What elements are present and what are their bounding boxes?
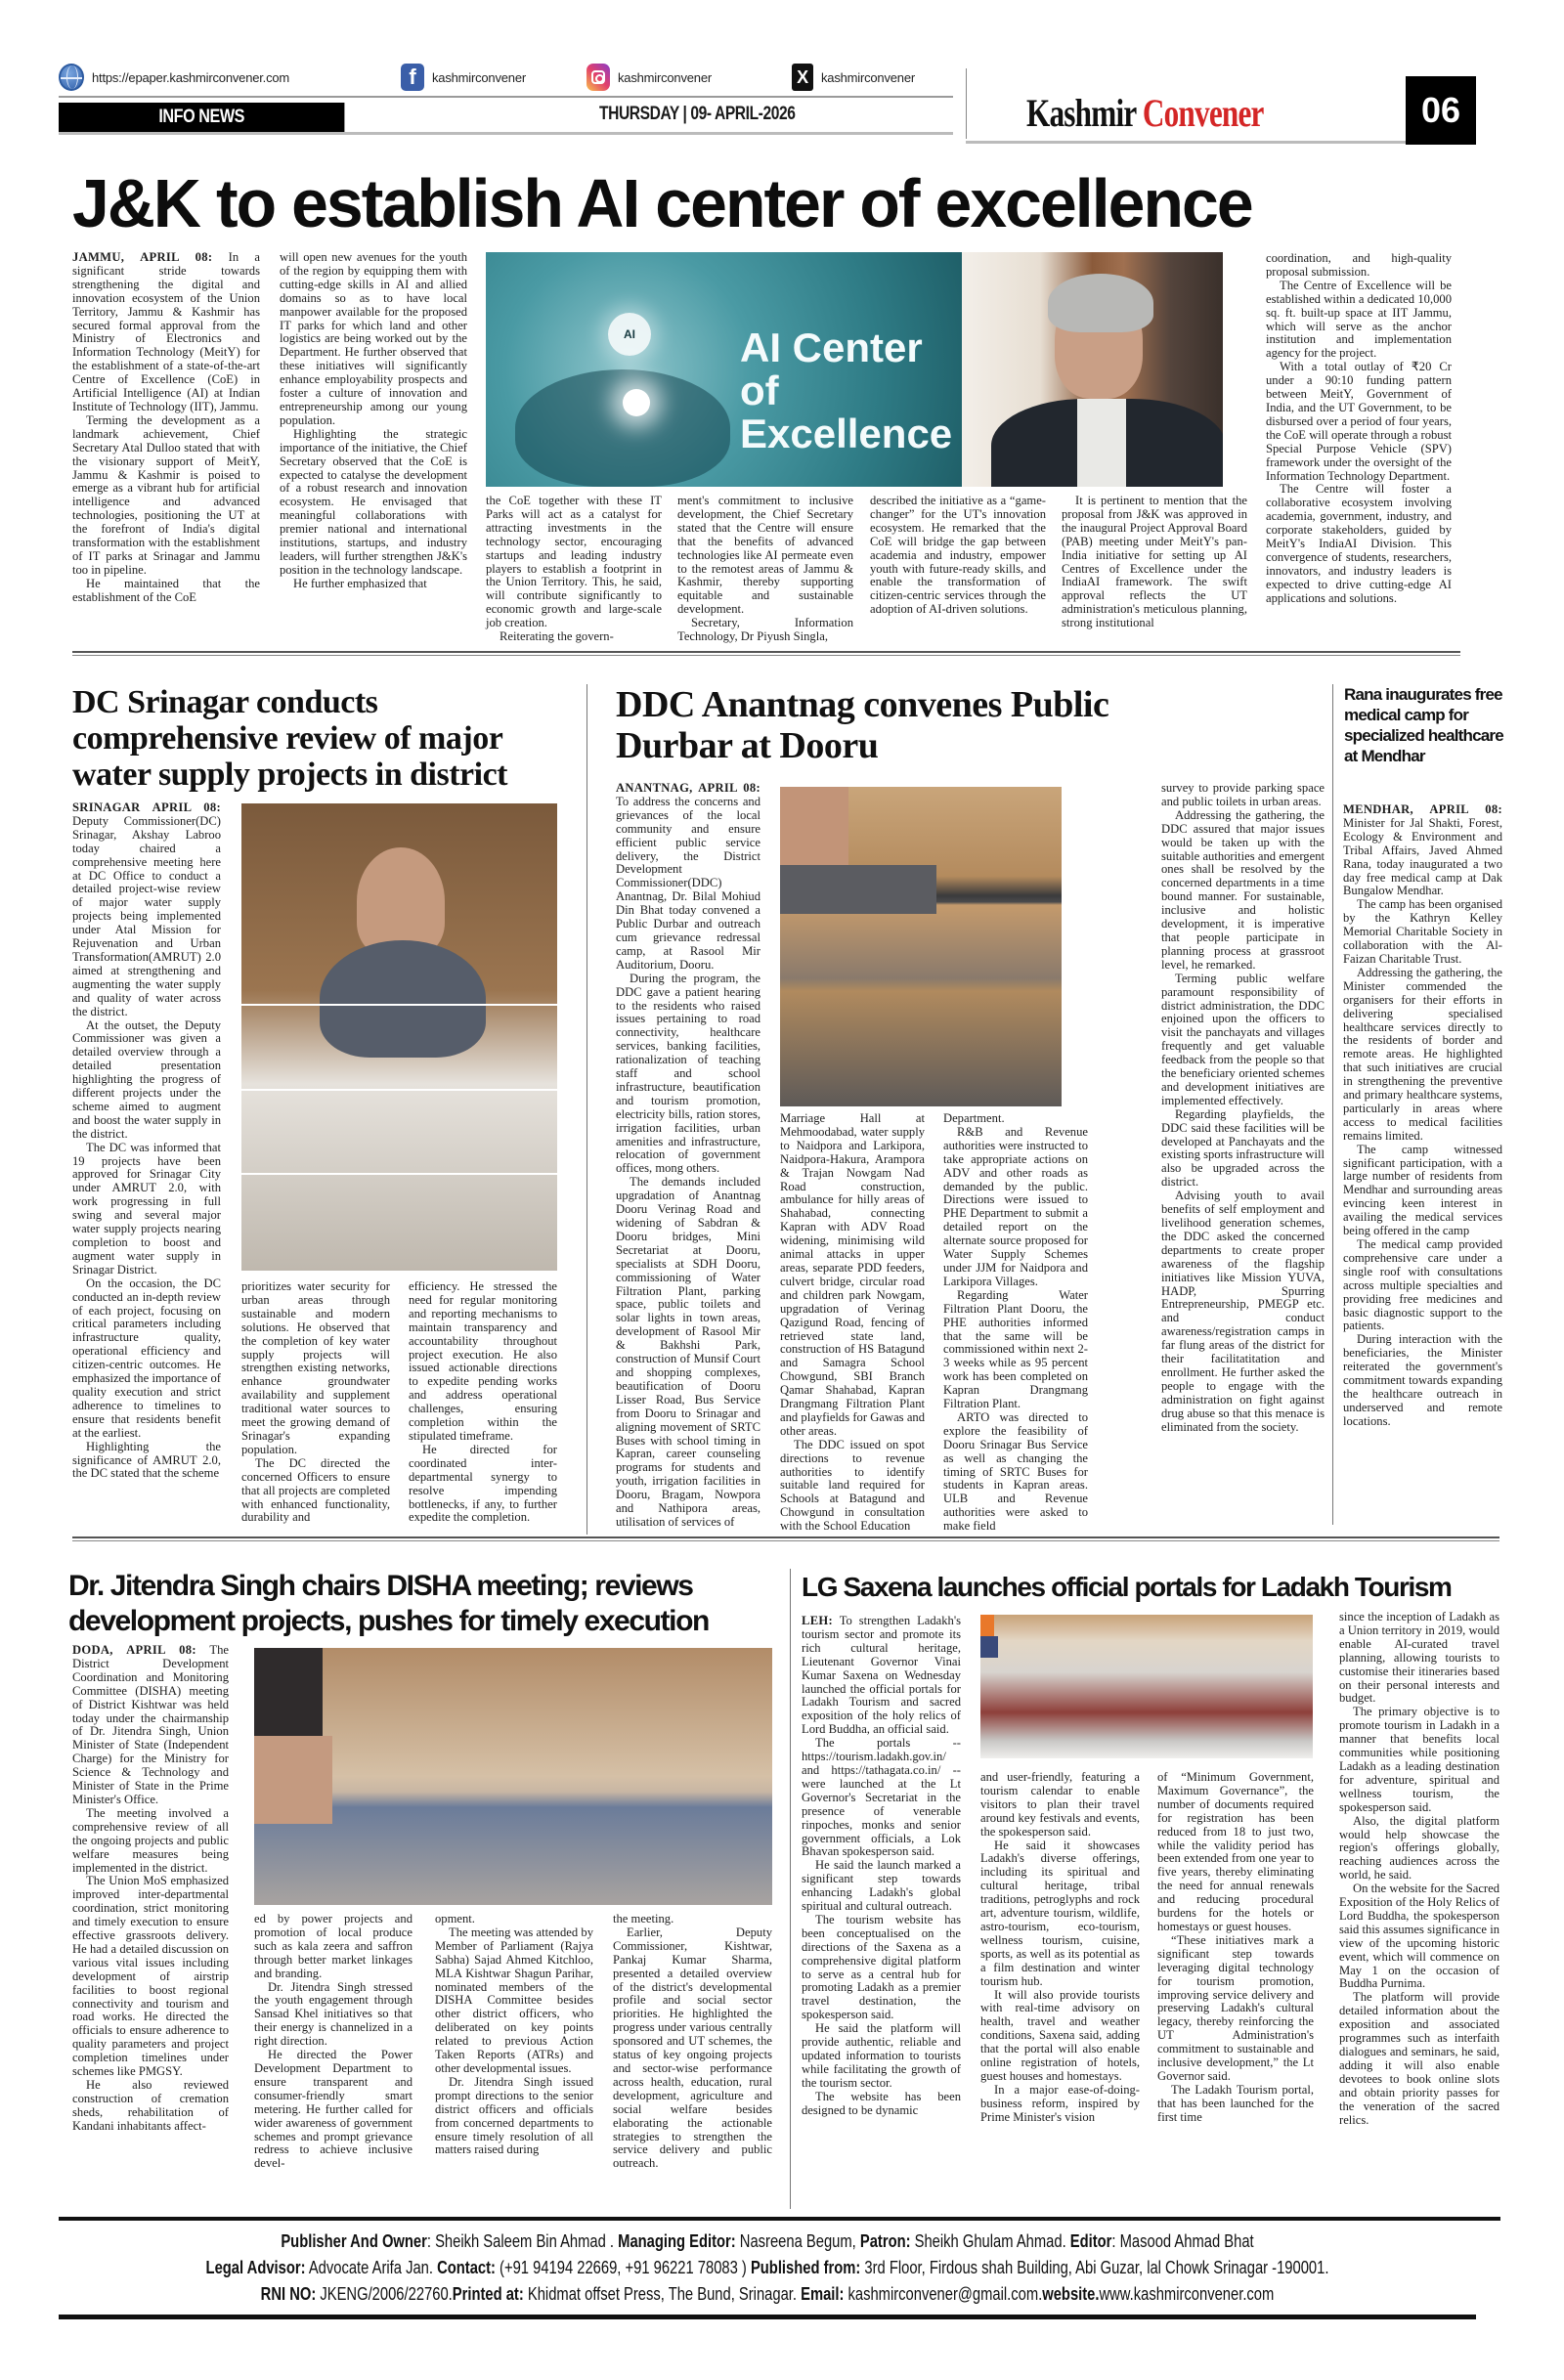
paragraph: R&B and Revenue authorities were instructed to take appropriate actions on ADV and other roads as demanded by the public. Directions were issued to PHE Department to submit a detailed report on the alternate source proposed for Water Supply Schemes under JJM for Naidpora and Larkipora Villages. [943,1124,1088,1288]
disha-column-1 [72,1644,229,2134]
mendhar-headline: Rana inaugurates free medical camp for specialized healthcare at Mendhar [1344,685,1503,765]
section-divider [72,1536,1499,1541]
imprint-value: Sheikh Ghulam Ahmad. [910,2231,1070,2251]
lead-dateline: JAMMU, APRIL 08: [72,250,213,264]
facebook-link[interactable] [401,64,586,91]
paragraph: He further emphasized that [293,576,427,590]
email-link[interactable]: kashmirconvener@gmail.com. [844,2284,1043,2304]
photo-person [780,865,936,914]
paragraph: ment's commitment to inclusive development, the Chief Secretary stated that the Centre will ensure that the benefits of advanced technologies like AI permeate even to the remotest areas of Jammu & Kashmir, thereby supporting equitable and sustainable development. [677,494,853,617]
imprint-label: Printed at: [452,2284,524,2304]
portrait-hair [1048,274,1153,332]
imprint-label: Legal Advisor: [205,2258,306,2277]
website-url: https://epaper.kashmirconvener.com [92,69,290,85]
x-icon: X [792,64,813,91]
mendhar-dateline: MENDHAR, APRIL 08: [1343,802,1502,816]
paragraph: Highlighting the strategic importance of the initiative, the Chief Secretary observed that the CoE is expected to catalyse the development of a robust research and innovation ecosystem. He envisaged that meaningful collaborations with premier national and international institutions, startups, and industry leaders, will further strengthen J&K's position in the technology landscape. [280,426,467,577]
social-links-row [59,59,953,98]
paragraph: Reiterating the govern- [500,629,614,644]
disha-column-3 [435,1913,593,2157]
paragraph: Regarding playfields, the DDC said these facilities will be developed at Panchayats and the existing sports infrastructure will also be upgraded across the district. [1161,1106,1325,1190]
ladakh-column-3 [1157,1771,1314,2125]
lead-column-7 [1266,252,1452,606]
paragraph: In a major ease-of-doing-business reform, inspired by Prime Minister's vision [980,2082,1140,2124]
paragraph: described the initiative as a “game-changer” for the UT's innovation ecosystem. He remarked that the CoE will bridge the gap between academia and industry, empower youth with future-ready skills, and enable the transformation of citizen-centric services through the adoption of AI-driven solutions. [870,494,1046,617]
website-link[interactable] [59,64,401,91]
website-link-footer[interactable]: www.kashmirconvener.com [1099,2284,1275,2304]
imprint-label: Patron: [859,2231,911,2251]
paragraph: ARTO was directed to explore the feasibility of Dooru Srinagar Bus Service as well as changing the timing of SRTC Buses for students in Kapran areas. ULB and Revenue authorities were asked to make field [943,1409,1088,1534]
anantnag-column-3 [943,1112,1088,1534]
paragraph: During the program, the DDC gave a patient hearing to the residents who raised issues pertaining to road connectivity, healthcare services, banking facilities, rationalization of teaching staff and school infrastructure, beautification and tourism promotion, electricity bills, ration stores, irrigation facilities, urban amenities and infrastructure, relocation of government offices, mong others. [616,971,760,1176]
photo-divider [241,1089,557,1091]
paragraph: Terming public welfare paramount responsibility of district administration, the DDC enjoined upon the officers to visit the panchayats and villages frequently and get valuable feedback from the people so that the beneficiary oriented schemes and development initiatives are implemented effectively. [1161,971,1325,1107]
section-date-row [59,102,953,135]
imprint-value: Khidmat offset Press, The Bund, Srinagar. [523,2284,802,2304]
photo-person [254,1648,323,1736]
ai-chip-icon: AI [608,313,651,356]
emblem-graphic [980,1636,998,1658]
paragraph: The medical camp provided comprehensive care under a single roof with consultations across multiple specialties and providing free medicines and basic diagnostic support to the patients. [1343,1237,1502,1333]
paragraph: The platform will provide detailed information about the exposition and associated programmes such as interfaith dialogues and seminars, he said, adding it will also enable devotees to book online slots and obtain priority passes for the veneration of the sacred relics. [1339,1990,1499,2127]
paragraph: efficiency. He stressed the need for regular monitoring and reporting mechanisms to maintain transparency and accountability throughout project execution. He also issued actionable directions to expedite pending works and address operational challenges, ensuring completion within the stipulated timeframe. [409,1279,557,1443]
photo-person [357,847,445,955]
paragraph: To address the concerns and grievances of the local community and ensure efficient public service delivery, the District Development Commissioner(DDC) Anantnag, Dr. Bilal Mohiud Din Bhat today convened a Public Durbar and outreach cum grievance redressal camp, at Rasool Mir Auditorium, Dooru. [616,794,760,972]
ladakh-column-1 [802,1615,961,2118]
imprint-line-2 [187,2255,1349,2281]
column-divider [790,1569,791,2209]
paragraph: of “Minimum Government, Maximum Governance”, the number of documents required for registration has been reduced from 18 to just two, while the validity period has been extended from one year to five years, thereby eliminating the need for annual renewals and reducing procedural burdens for the hotels or homestays or guest houses. [1157,1770,1314,1933]
imprint-label: RNI NO: [260,2284,317,2304]
logo-convener: Convener [1142,91,1264,135]
srinagar-headline: DC Srinagar conducts comprehensive review of major water supply projects in district [72,684,508,793]
paragraph: At the outset, the Deputy Commissioner was given a detailed overview through a detailed presentation highlighting the progress of different projects under the scheme aimed to augment and boost the water supply in the district. [72,1017,221,1141]
lead-column-2 [280,251,467,591]
instagram-handle: kashmirconvener [618,69,712,85]
banner-title: AI Center of Excellence [740,325,953,456]
paragraph: Advising youth to avail benefits of self employment and livelihood generation schemes, the DDC asked the concerned departments to create proper awareness of the flagship initiatives like Mission YUVA, HADP, Spurring Entrepreneurship, PMEGP etc. and conduct awareness/registration camps in far flung areas of the district for their facilitatitation and enrollment. He further asked the people to engage with the administration on fight against drug abuse so that this menace is eliminated from the society. [1161,1189,1325,1434]
paragraph: Terming the development as a landmark achievement, Chief Secretary Atal Dulloo stated that with the visionary support of MeitY, Jammu & Kashmir is poised to emerge as a vibrant hub for artificial intelligence and advanced technologies, positioning the UT at the forefront of India's digital transformation with the establishment of IT parks at Srinagar and Jammu too in pipeline. [72,412,260,577]
disha-meeting-photo [254,1648,772,1905]
imprint-label: Editor [1069,2231,1112,2251]
srinagar-column-2 [241,1280,390,1525]
lead-headline: J&K to establish AI center of excellence [72,165,1252,241]
masthead-divider [966,68,967,139]
paragraph: The Ladakh Tourism portal, that has been launched for the first time [1157,2082,1314,2124]
imprint-value: : Sheikh Saleem Bin Ahmad . [426,2231,619,2251]
facebook-handle: kashmirconvener [432,69,526,85]
paragraph: prioritizes water security for urban areas through sustainable and modern solutions. He observed that the completion of key water supply projects will strengthen existing networks, enhance groundwater availability and supplement traditional water sources to meet the growing demand of Srinagar's expanding population. [241,1279,390,1456]
paragraph: The Centre will foster a collaborative ecosystem involving academia, government, industry, and corporate stakeholders, guided by MeitY's IndiaAI Division. This convergence of students, researchers, innovators, and industry leaders is expected to drive cutting-edge AI applications and solutions. [1266,482,1452,605]
imprint-line-1 [187,2229,1349,2255]
masthead-rule [966,141,1406,144]
paragraph: The meeting involved a comprehensive review of all the ongoing projects and public welfare measures being implemented in the district. [72,1805,229,1875]
paragraph: Addressing the gathering, the DDC assured that major issues would be taken up with the suitable authorities and emergent ones shall be resolved by the concerned departments in a time bound manner. For sustainable, inclusive and holistic development, it is imperative that people participate in planning process at grassroot level, he remarked. [1161,807,1325,972]
paragraph: He said it showcases Ladakh's diverse offerings, including its spiritual and cultural heritage, tribal traditions, petroglyphs and rock art, adventure tourism, wildlife, astro-tourism, eco-tourism, wellness tourism, cuisine, sports, as well as its potential as a film destination and winter tourism hub. [980,1838,1140,1988]
disha-headline: Dr. Jitendra Singh chairs DISHA meeting; reviews development projects, pushes for timely execution [68,1570,709,1637]
paragraph: and user-friendly, featuring a tourism calendar to enable visitors to plan their travel around key festivals and events, the spokesperson said. [980,1770,1140,1839]
imprint-value: Nasreena Begum, [735,2231,860,2251]
paragraph: The tourism website has been conceptualised on the directions of the Saxena as a comprehensive digital platform to serve as a central hub for promoting Ladakh as a premier travel destination, the spokesperson said. [802,1912,961,2022]
paragraph: Addressing the gathering, the Minister commended the organisers for their efforts in delivering specialised healthcare services directly to the residents of border and remote areas. He highlighted that such initiatives are crucial in strengthening the preventive and primary healthcare systems, particularly in areas where access to medical facilities remains limited. [1343,965,1502,1143]
column-divider [586,684,587,1535]
paragraph: The DC was informed that 19 projects have been approved for Srinagar City under AMRUT 2.0, with work progressing in full swing and several major water supply projects nearing completion to boost and augment water supply in Srinagar District. [72,1140,221,1277]
paragraph: survey to provide parking space and public toilets in urban areas. [1161,781,1325,808]
paragraph: will open new avenues for the youth of the region by equipping them with cutting-edge skills in AI and allied domains so as to have local manpower available for the proposed IT parks for which land and other logistics are being worked out by the Department. He further observed that these initiatives will significantly enhance employability prospects and foster a culture of innovation and entrepreneurship among our young population. [280,250,467,427]
anantnag-headline: DDC Anantnag convenes Public Durbar at Dooru [616,684,1109,766]
paragraph: Minister for Jal Shakti, Forest, Ecology & Environment and Tribal Affairs, Javed Ahmed Rana, today inaugurated a two day free medical camp at Dak Bungalow Mendhar. [1343,815,1502,898]
srinagar-column-3 [409,1280,557,1525]
portrait-shirt [1077,399,1126,487]
paragraph: Regarding Water Filtration Plant Dooru, the PHE authorities informed that the same will be commissioned within next 2-3 weeks while as 95 percent work has been completed on Kapran Drangmang Filtration Plant. [943,1287,1088,1411]
ladakh-meeting-photo [980,1615,1313,1758]
paragraph: Earlier, Deputy Commissioner, Kishtwar, Pankaj Kumar Sharma, presented a detailed overview of the district's developmental profile and social sector priorities. He highlighted the progress under various centrally sponsored and UT schemes, the status of key ongoing projects and sector-wise performance across health, education, rural development, agriculture and social welfare besides elaborating the actionable strategies to strengthen the service delivery and public outreach. [613,1925,772,2171]
disha-dateline: DODA, APRIL 08: [72,1643,196,1657]
srinagar-dateline: SRINAGAR APRIL 08: [72,801,221,814]
paragraph: coordination, and high-quality proposal submission. [1266,251,1452,279]
paragraph: the CoE together with these IT Parks will act as a catalyst for attracting investments in the technology sector, encouraging startups and leading industry players to establish a footprint in the Union Territory. This, he said, will contribute significantly to economic growth and large-scale job creation. [486,494,662,630]
imprint-line-3 [187,2281,1349,2308]
lead-column-4 [677,495,853,644]
imprint-footer [59,2229,1476,2308]
imprint-label: Email: [801,2284,845,2304]
lead-column-3 [486,495,662,644]
paragraph: “These initiatives mark a significant step towards leveraging digital technology for tourism promotion, improving service delivery and preserving Ladakh's cultural legacy, thereby reinforcing the UT Administration's commitment to sustainable and inclusive development,” the Lt Governor said. [1157,1932,1314,2083]
imprint-label: Publisher And Owner [281,2231,427,2251]
lead-column-6 [1062,495,1247,630]
anantnag-column-2 [780,1112,925,1534]
newspaper-logo [1026,90,1264,136]
ai-center-banner-image [486,252,962,487]
paragraph: Marriage Hall at Mehmoodabad, water supply to Naidpora and Larkipora, Naidpora-Hakura, Arampora & Trajan Nowgam Nad Road construction, ambulance for hilly areas of Shahabad, connecting Kapran with ADV Road widening, minimising wild animal attacks in upper areas, separate PDD feeders, culvert bridge, circular road and children park Nowgam, upgradation of Verinag Qazigund Road, fencing of retrieved state land, construction of HS Batagund and Samagra School Chowgund, SBI Branch Qamar Shahabad, Kapran Drangmang Filtration Plant and playfields for Gawas and other areas. [780,1111,925,1438]
disha-column-2 [254,1913,413,2171]
photo-divider [241,1173,557,1175]
imprint-label: Published from: [750,2258,861,2277]
logo-kashmir: Kashmir [1026,91,1136,135]
paragraph: The primary objective is to promote tourism in Ladakh in a manner that benefits local communities while positioning Ladakh as a leading destination for adventure, spiritual and wellness tourism, the spokesperson said. [1339,1705,1499,1814]
mendhar-column [1343,803,1502,1429]
paragraph: The camp witnessed significant participation, with a large number of residents from Mendhar and surrounding areas evincing keen interest in availing the medical services being offered in the camp [1343,1142,1502,1238]
paragraph: Deputy Commissioner(DC) Srinagar, Akshay Labroo today chaired a comprehensive meeting here at DC Office to conduct a detailed project-wise review of major water supply projects being implemented under Atal Mission for Rejuvenation and Urban Transformation(AMRUT) 2.0 aimed at strengthening and augmenting the water supply and quality of water across the district. [72,813,221,1018]
imprint-label: Managing Editor: [618,2231,736,2251]
paragraph: The demands included upgradation of Anantnag Dooru Verinag Road and widening of Sabdran & Dooru bridges, Mini Secretariat at Dooru, specialists at SDH Dooru, commissioning of Water Filtration Plant, parking space, public toilets and solar lights in town areas, development of Rasool Mir & Bakhshi Park, construction of Munsif Court and shopping complexes, beautification of Dooru Lisser Road, Bus Service from Dooru to Srinagar and aligning movement of SRTC Buses with school timing in Kapran, career counseling programs for students and youth, irrigation facilities in Dooru, Bragam, Nowpora and Nathipora areas, utilisation of services of [616,1175,760,1529]
facebook-icon: f [401,64,424,91]
imprint-address: 3rd Floor, Firdous shah Building, Abi Guzar, lal Chowk Srinagar -190001. [860,2258,1329,2277]
footer-top-rule [59,2217,1500,2221]
srinagar-meeting-photo [241,803,557,1271]
paragraph: Secretary, Information Technology, Dr Piyush Singla, [677,616,853,644]
ladakh-dateline: LEH: [802,1614,833,1627]
imprint-value: Advocate Arifa Jan. [305,2258,438,2277]
imprint-label: website. [1042,2284,1100,2304]
paragraph: The camp has been organised by the Kathryn Kelley Memorial Charitable Society in collaboration with the Al-Faizan Charitable Trust. [1343,897,1502,966]
imprint-value: : Masood Ahmad Bhat [1111,2231,1254,2251]
contact-phone-numbers: (+91 94194 22669, +91 96221 78083 ) [495,2258,751,2277]
page-number: 06 [1406,76,1476,145]
photo-person [780,787,848,865]
paragraph: The portals -- https://tourism.ladakh.gov.in/ and https://tathagata.co.in/ -- were launched at the Lt Governor's Secretariat in the presence of venerable rinpoches, monks and senior government officials, a Lok Bhavan spokesperson said. [802,1736,961,1859]
ladakh-headline: LG Saxena launches official portals for Ladakh Tourism [802,1572,1452,1602]
imprint-label: Contact: [437,2258,496,2277]
lead-column-1 [72,251,260,605]
paragraph: He directed for coordinated inter-departmental synergy to resolve impending bottlenecks, if any, to further expedite the completion. [409,1442,557,1525]
paragraph: Also, the digital platform would help showcase the region's offerings globally, reaching audiences across the world, he said. [1339,1813,1499,1882]
masthead [59,59,1476,147]
paragraph: In a significant stride towards strengthening the digital and innovation ecosystem of the Union Territory, Jammu & Kashmir has secured formal approval from the Ministry of Electronics and Information Technology (MeitY) for the establishment of a state-of-the-art Centre of Excellence (CoE) in Artificial Intelligence (AI) at Indian Institute of Technology (IIT), Jammu. [72,250,260,413]
anantnag-durbar-photo [780,787,1062,1106]
srinagar-column-1 [72,801,221,1481]
paragraph: Highlighting the significance of AMRUT 2.0, the DC stated that the scheme [72,1439,221,1481]
paragraph: He maintained that the establishment of the CoE [72,576,260,604]
paragraph: To strengthen Ladakh's tourism sector and promote its rich cultural heritage, Lieutenant Governor Vinai Kumar Saxena on Wednesday launched the official portals for Ladakh Tourism and sacred exposition of the holy relics of Lord Buddha, an official said. [802,1614,961,1737]
flag-graphic [980,1615,994,1636]
paragraph: Department. [943,1111,1005,1125]
photo-person [320,940,486,1058]
footer-bottom-rule [59,2315,1476,2319]
photo-person [254,1736,332,1824]
paragraph: Dr. Jitendra Singh issued prompt directions to the senior district officers and officials from concerned departments to ensure timely resolution of all matters raised during [435,2074,593,2157]
paragraph: He also reviewed construction of cremation sheds, rehabilitation of Kandani inhabitants affect- [72,2078,229,2133]
section-badge: INFO NEWS [59,103,344,132]
paragraph: He said the launch marked a significant step towards enhancing Ladakh's global spiritual and cultural outreach. [802,1858,961,1914]
globe-icon [59,64,84,91]
column-divider [1332,684,1333,1525]
paragraph: ed by power projects and promotion of local produce such as kala zeera and saffron through better market linkages and branding. [254,1912,413,1980]
paragraph: The Centre of Excellence will be established within a dedicated 10,000 sq. ft. built-up space at IIT Jammu, which will serve as the anchor institution and implementation agency for the project. [1266,278,1452,361]
photo-divider [241,1004,557,1006]
official-portrait-photo [962,252,1223,487]
issue-date: THURSDAY | 09- APRIL-2026 [599,104,796,124]
paragraph: since the inception of Ladakh as a Union territory in 2019, would enable AI-curated travel planning, allowing tourists to customise their itineraries based on their personal interests and budget. [1339,1610,1499,1706]
ladakh-column-2 [980,1771,1140,2125]
paragraph: the meeting. [613,1912,674,1926]
paragraph: With a total outlay of ₹20 Cr under a 90:10 funding pattern between MeitY, Government of India, and the UT Government, to be disbursed over a period of four years, the CoE will operate through a robust Special Purpose Vehicle (SPV) framework under the oversight of the Information Technology Department. [1266,360,1452,483]
paragraph: The District Development Coordination and Monitoring Committee (DISHA) meeting of District Kishtwar was held today under the chairmanship of Dr. Jitendra Singh, Union Minister of State (Independent Charge) for the Ministry for Science & Technology and Minister of State in the Prime Minister's Office. [72,1643,229,1806]
rni-number: JKENG/2006/22760. [316,2284,453,2304]
instagram-link[interactable] [586,64,792,91]
paragraph: The meeting was attended by Member of Parliament (Rajya Sabha) Sajad Ahmed Kitchloo, MLA Kishtwar Shagun Parihar, nominated members of the DISHA Committee besides other district officers, who deliberated on key points related to previous Action Taken Reports (ATRs) and other developmental issues. [435,1925,593,2075]
paragraph: Dr. Jitendra Singh stressed the youth engagement through Sansad Khel initiatives so that their energy is channelized in a right direction. [254,1979,413,2049]
ladakh-column-4 [1339,1611,1499,2127]
x-handle: kashmirconvener [821,69,915,85]
glow-graphic [623,389,650,416]
x-link[interactable] [792,64,953,91]
anantnag-column-1 [616,782,760,1530]
paragraph: On the website for the Sacred Exposition of the Holy Relics of Lord Buddha, the spokesperson said this assumes significance in view of the upcoming historic event, which will commence on May 1 on the occasion of Buddha Purnima. [1339,1882,1499,1991]
disha-column-4 [613,1913,772,2171]
anantnag-column-4 [1161,782,1325,1435]
paragraph: The DDC issued on spot directions to revenue authorities to identify suitable land required for Schools at Batagund and Chowgund in consultation with the School Education [780,1437,925,1534]
paragraph: The Union MoS emphasized improved inter-departmental coordination, strict monitoring and timely execution to ensure effective grassroots delivery. He had a detailed discussion on various vital issues including development of airstrip facilities to boost regional connectivity and tourism and road works. He directed the officials to ensure adherence to quality parameters and project completion timelines under schemes like PMGSY. [72,1874,229,2079]
section-divider [72,651,1460,656]
paragraph: opment. [435,1912,475,1926]
hand-graphic [515,369,730,487]
anantnag-dateline: ANANTNAG, APRIL 08: [616,781,760,795]
lead-column-5 [870,495,1046,617]
paragraph: The website has been designed to be dynamic [802,2089,961,2117]
paragraph: On the occasion, the DC conducted an in-depth review of each project, focusing on critical parameters including infrastructure quality, operational efficiency and citizen-centric outcomes. He emphasized the importance of quality execution and strict adherence to timelines to ensure that residents benefit at the earliest. [72,1276,221,1440]
paragraph: He directed the Power Development Department to ensure transparent and consumer-friendly smart metering. He further called for wider awareness of government schemes and prompt grievance redress to achieve inclusive devel- [254,2048,413,2171]
instagram-icon [586,64,610,91]
paragraph: The DC directed the concerned Officers to ensure that all projects are completed with enhanced functionality, durability and [241,1455,390,1525]
paragraph: He said the platform will provide authentic, reliable and updated information to tourists while facilitating the growth of the tourism sector. [802,2021,961,2090]
paragraph: It will also provide tourists with real-time advisory on health, travel and weather conditions, Saxena said, adding that the portal will also enable online registration of hotels, guest houses and homestays. [980,1987,1140,2083]
paragraph: During interaction with the beneficiaries, the Minister reiterated the government's commitment towards expanding the healthcare outreach in underserved and remote locations. [1343,1332,1502,1428]
paragraph: It is pertinent to mention that the proposal from J&K was approved in the inaugural Project Approval Board (PAB) meeting under MeitY's pan-India initiative for setting up AI Centres of Excellence under the IndiaAI framework. The swift approval reflects the UT administration's meticulous planning, strong institutional [1062,494,1247,630]
